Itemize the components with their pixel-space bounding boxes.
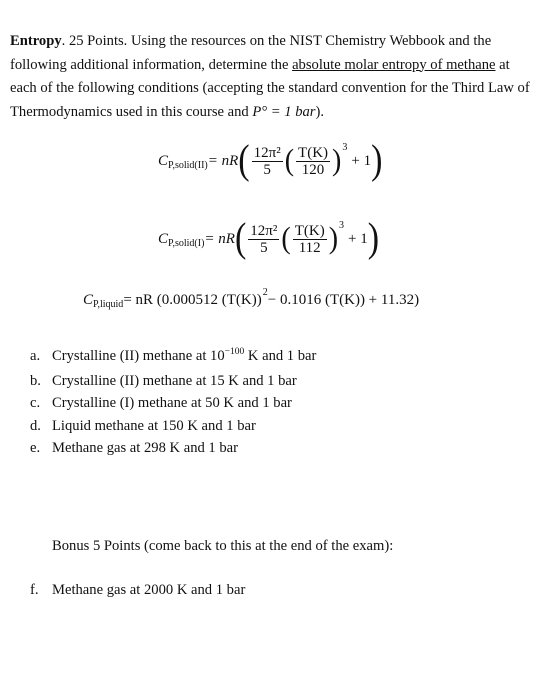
- equation-solid-ii: C P,solid(II) = nR ( $\frac{\text{12π²}}{5}$ ( $\frac{T(K)}{120}$ ) 3 + 1 ): [158, 138, 383, 183]
- list-item: d. Liquid methane at 150 K and 1 bar: [30, 417, 256, 434]
- eq1-fraction: $\frac{\text{12π²}}{5}$: [253, 144, 281, 178]
- underlined-phrase: absolute molar entropy of methane: [292, 56, 496, 73]
- eq2-temp-fraction: $\frac{T(K)}{112}$: [294, 222, 325, 256]
- problem-text-end: ).: [315, 103, 325, 120]
- equation-liquid: [83, 287, 420, 310]
- problem-text: . 25 Points. Using the resources on the NIST Chemistry Webbook and the following additional information, determine the: [10, 33, 492, 73]
- bonus-heading: Bonus 5 Points (come back to this at the end of the exam):: [52, 538, 394, 554]
- eq1-equals: = nR: [207, 152, 239, 169]
- eq2-tail: + 1: [348, 230, 368, 247]
- eq3-rest: − 0.1016 (T(K)) + 11.32): [267, 292, 420, 308]
- problem-statement: [10, 30, 532, 124]
- eq2-exponent: 3: [339, 219, 345, 231]
- pressure-convention: P° = 1 bar: [252, 103, 316, 120]
- problem-text-rest: at each of the following conditions (accepting the standard convention for the Third Law of Thermodynamics used in this course and: [10, 56, 530, 120]
- eq1-lhs: C: [158, 152, 169, 169]
- eq1-lhs-sub: P,solid(II): [168, 159, 208, 171]
- eq3-lhs: C: [83, 292, 94, 308]
- eq1-temp-fraction: $\frac{T(K)}{120}$: [298, 144, 329, 178]
- eq3-lhs-sub: P,liquid: [93, 299, 124, 310]
- eq1-tail: + 1: [351, 152, 372, 169]
- parts-list: [30, 345, 316, 460]
- eq1-exponent: 3: [342, 141, 348, 153]
- eq3-body: = nR (0.000512 (T(K)): [123, 292, 262, 308]
- eq2-equals: = nR: [204, 230, 235, 247]
- list-item: b. Crystalline (II) methane at 15 K and 1 bar: [30, 372, 297, 389]
- eq2-fraction: $\frac{\text{12π²}}{5}$: [250, 222, 278, 256]
- eq3-exponent: 2: [262, 287, 268, 298]
- eq2-lhs: C: [158, 230, 169, 247]
- list-item: e. Methane gas at 298 K and 1 bar: [30, 440, 239, 456]
- eq2-lhs-sub: P,solid(I): [168, 237, 205, 249]
- problem-title: Entropy: [10, 33, 62, 49]
- list-item: c. Crystalline (I) methane at 50 K and 1 bar: [30, 395, 292, 411]
- list-item: a. Crystalline (II) methane at $10^{-100}$ K and 1 bar: [30, 347, 317, 364]
- equation-solid-i: C P,solid(I) = nR ( $\frac{\text{12π²}}{5}$ ( $\frac{T(K)}{112}$ ) 3 + 1 ): [158, 216, 380, 261]
- list-item: f. Methane gas at 2000 K and 1 bar: [30, 582, 246, 598]
